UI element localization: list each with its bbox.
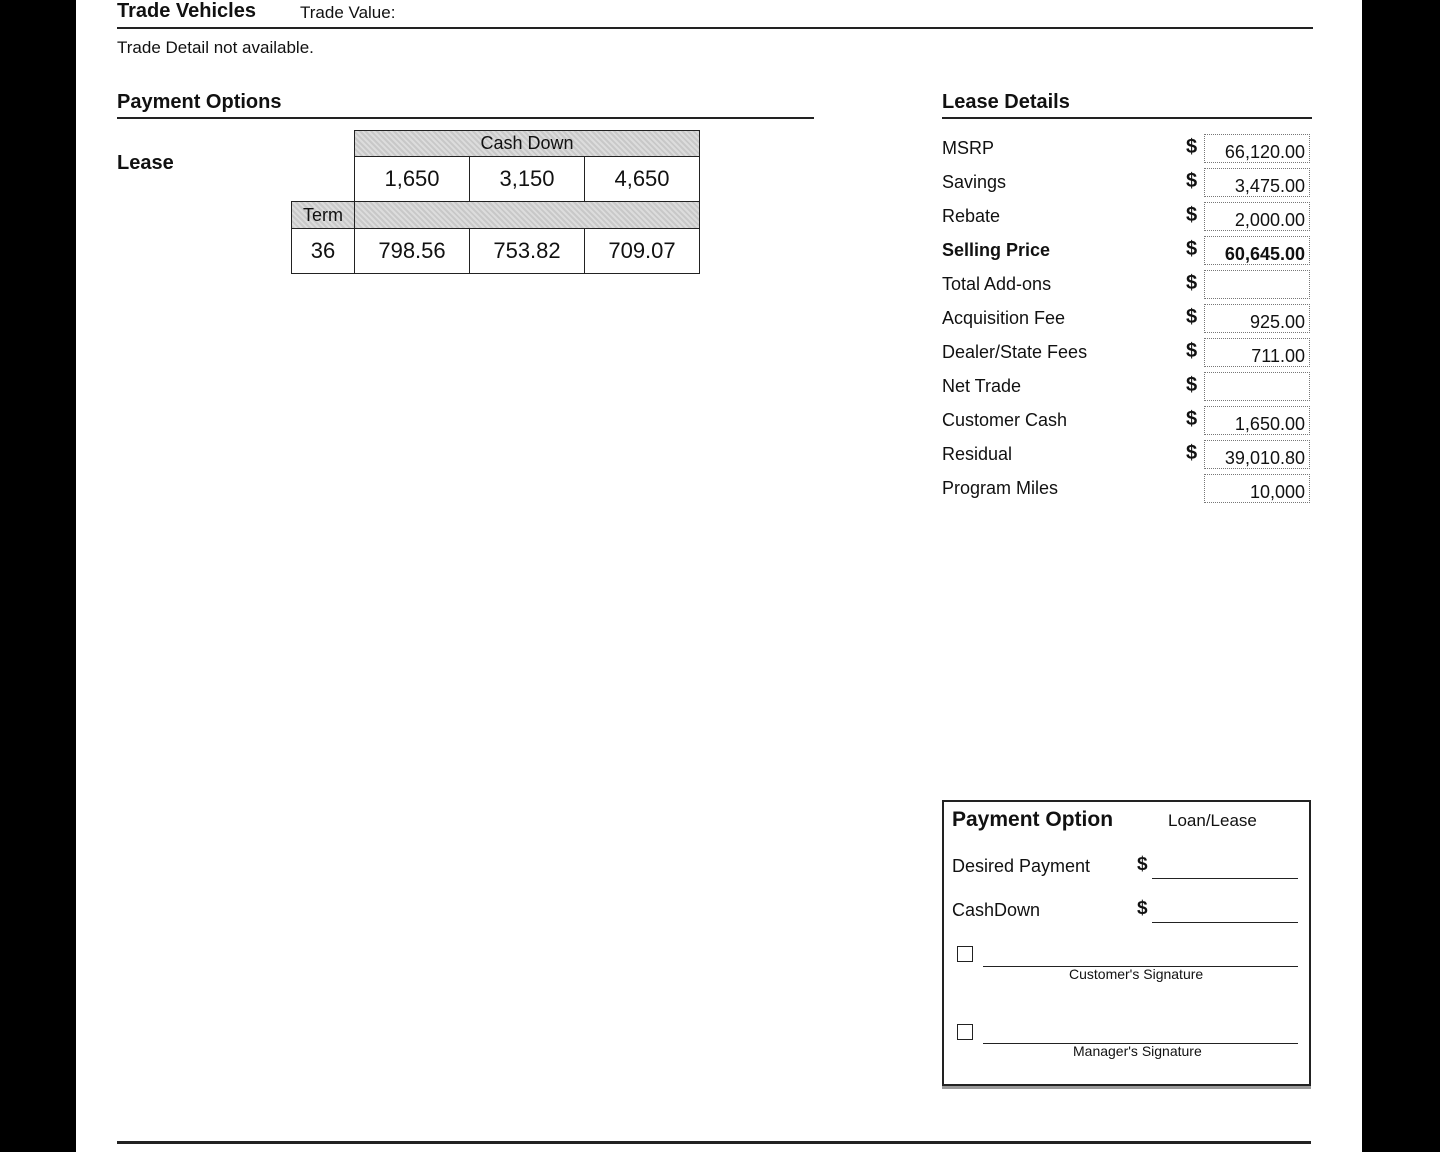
lease-row-net-trade bbox=[942, 372, 1312, 402]
lease-row-label: Dealer/State Fees bbox=[942, 342, 1088, 362]
dollar-sign: $ bbox=[1186, 408, 1198, 430]
payment-value: 753.82 bbox=[469, 228, 585, 274]
lease-row-value: 10,000 bbox=[1204, 474, 1310, 503]
lease-row-customer-cash bbox=[942, 406, 1312, 436]
lease-row-rebate bbox=[942, 202, 1312, 232]
dollar-sign: $ bbox=[1186, 170, 1198, 192]
lease-label: Lease bbox=[117, 152, 174, 174]
lease-details-divider bbox=[942, 117, 1312, 119]
payment-option-type: Loan/Lease bbox=[1168, 811, 1257, 830]
document-page bbox=[76, 0, 1362, 1152]
lease-row-savings bbox=[942, 168, 1312, 198]
lease-row-label: Residual bbox=[942, 444, 1013, 464]
cash-down-value: 1,650 bbox=[354, 156, 470, 202]
dollar-sign: $ bbox=[1186, 442, 1198, 464]
lease-row-label: Net Trade bbox=[942, 376, 1022, 396]
dollar-sign: $ bbox=[1186, 136, 1198, 158]
lease-row-value bbox=[1204, 270, 1310, 299]
lease-row-label: Total Add-ons bbox=[942, 274, 1052, 294]
lease-row-label: Selling Price bbox=[942, 240, 1051, 260]
lease-row-value: 60,645.00 bbox=[1204, 236, 1310, 265]
term-value: 36 bbox=[291, 228, 355, 274]
lease-row-label: MSRP bbox=[942, 138, 995, 158]
cash-down-label: CashDown bbox=[952, 900, 1041, 920]
lease-row-label: Rebate bbox=[942, 206, 1001, 226]
lease-row-label: Program Miles bbox=[942, 478, 1059, 498]
cash-down-field[interactable] bbox=[1152, 922, 1298, 923]
payment-options-heading: Payment Options bbox=[117, 91, 282, 113]
dollar-sign: $ bbox=[1137, 898, 1148, 919]
lease-row-value: 1,650.00 bbox=[1204, 406, 1310, 435]
trade-vehicles-heading: Trade Vehicles bbox=[117, 0, 256, 22]
trade-divider bbox=[117, 27, 1313, 29]
manager-signature-caption: Manager's Signature bbox=[1073, 1043, 1202, 1059]
lease-row-value: 2,000.00 bbox=[1204, 202, 1310, 231]
lease-row-label: Customer Cash bbox=[942, 410, 1068, 430]
term-header: Term bbox=[291, 201, 355, 229]
desired-payment-field[interactable] bbox=[1152, 878, 1298, 879]
dollar-sign: $ bbox=[1186, 204, 1198, 226]
trade-detail-text: Trade Detail not available. bbox=[117, 38, 314, 57]
lease-row-value bbox=[1204, 372, 1310, 401]
lease-row-value: 925.00 bbox=[1204, 304, 1310, 333]
lease-row-acquisition-fee bbox=[942, 304, 1312, 334]
payment-value: 798.56 bbox=[354, 228, 470, 274]
dollar-sign: $ bbox=[1186, 306, 1198, 328]
term-header-fill bbox=[354, 201, 700, 229]
lease-row-label: Acquisition Fee bbox=[942, 308, 1066, 328]
desired-payment-label: Desired Payment bbox=[952, 856, 1091, 876]
footer-divider bbox=[117, 1141, 1311, 1144]
lease-row-residual bbox=[942, 440, 1312, 470]
lease-row-total-add-ons bbox=[942, 270, 1312, 300]
lease-details-heading: Lease Details bbox=[942, 91, 1070, 113]
trade-value-label: Trade Value: bbox=[300, 3, 396, 22]
payment-value: 709.07 bbox=[584, 228, 700, 274]
cash-down-value: 3,150 bbox=[469, 156, 585, 202]
lease-row-dealer-state-fees bbox=[942, 338, 1312, 368]
cash-down-header: Cash Down bbox=[354, 130, 700, 157]
dollar-sign: $ bbox=[1137, 854, 1148, 875]
payment-option-box bbox=[942, 800, 1311, 1086]
lease-row-value: 39,010.80 bbox=[1204, 440, 1310, 469]
lease-row-program-miles bbox=[942, 474, 1312, 504]
dollar-sign: $ bbox=[1186, 238, 1198, 260]
lease-row-value: 711.00 bbox=[1204, 338, 1310, 367]
dollar-sign: $ bbox=[1186, 340, 1198, 362]
lease-row-msrp bbox=[942, 134, 1312, 164]
lease-row-value: 3,475.00 bbox=[1204, 168, 1310, 197]
lease-row-value: 66,120.00 bbox=[1204, 134, 1310, 163]
lease-row-selling-price bbox=[942, 236, 1312, 266]
lease-row-label: Savings bbox=[942, 172, 1007, 192]
customer-signature-caption: Customer's Signature bbox=[1069, 966, 1204, 982]
dollar-sign: $ bbox=[1186, 272, 1198, 294]
dollar-sign: $ bbox=[1186, 374, 1198, 396]
payment-options-divider bbox=[117, 117, 814, 119]
payment-option-title: Payment Option bbox=[952, 808, 1114, 831]
manager-signature-checkbox[interactable] bbox=[957, 1024, 973, 1040]
customer-signature-checkbox[interactable] bbox=[957, 946, 973, 962]
cash-down-value: 4,650 bbox=[584, 156, 700, 202]
